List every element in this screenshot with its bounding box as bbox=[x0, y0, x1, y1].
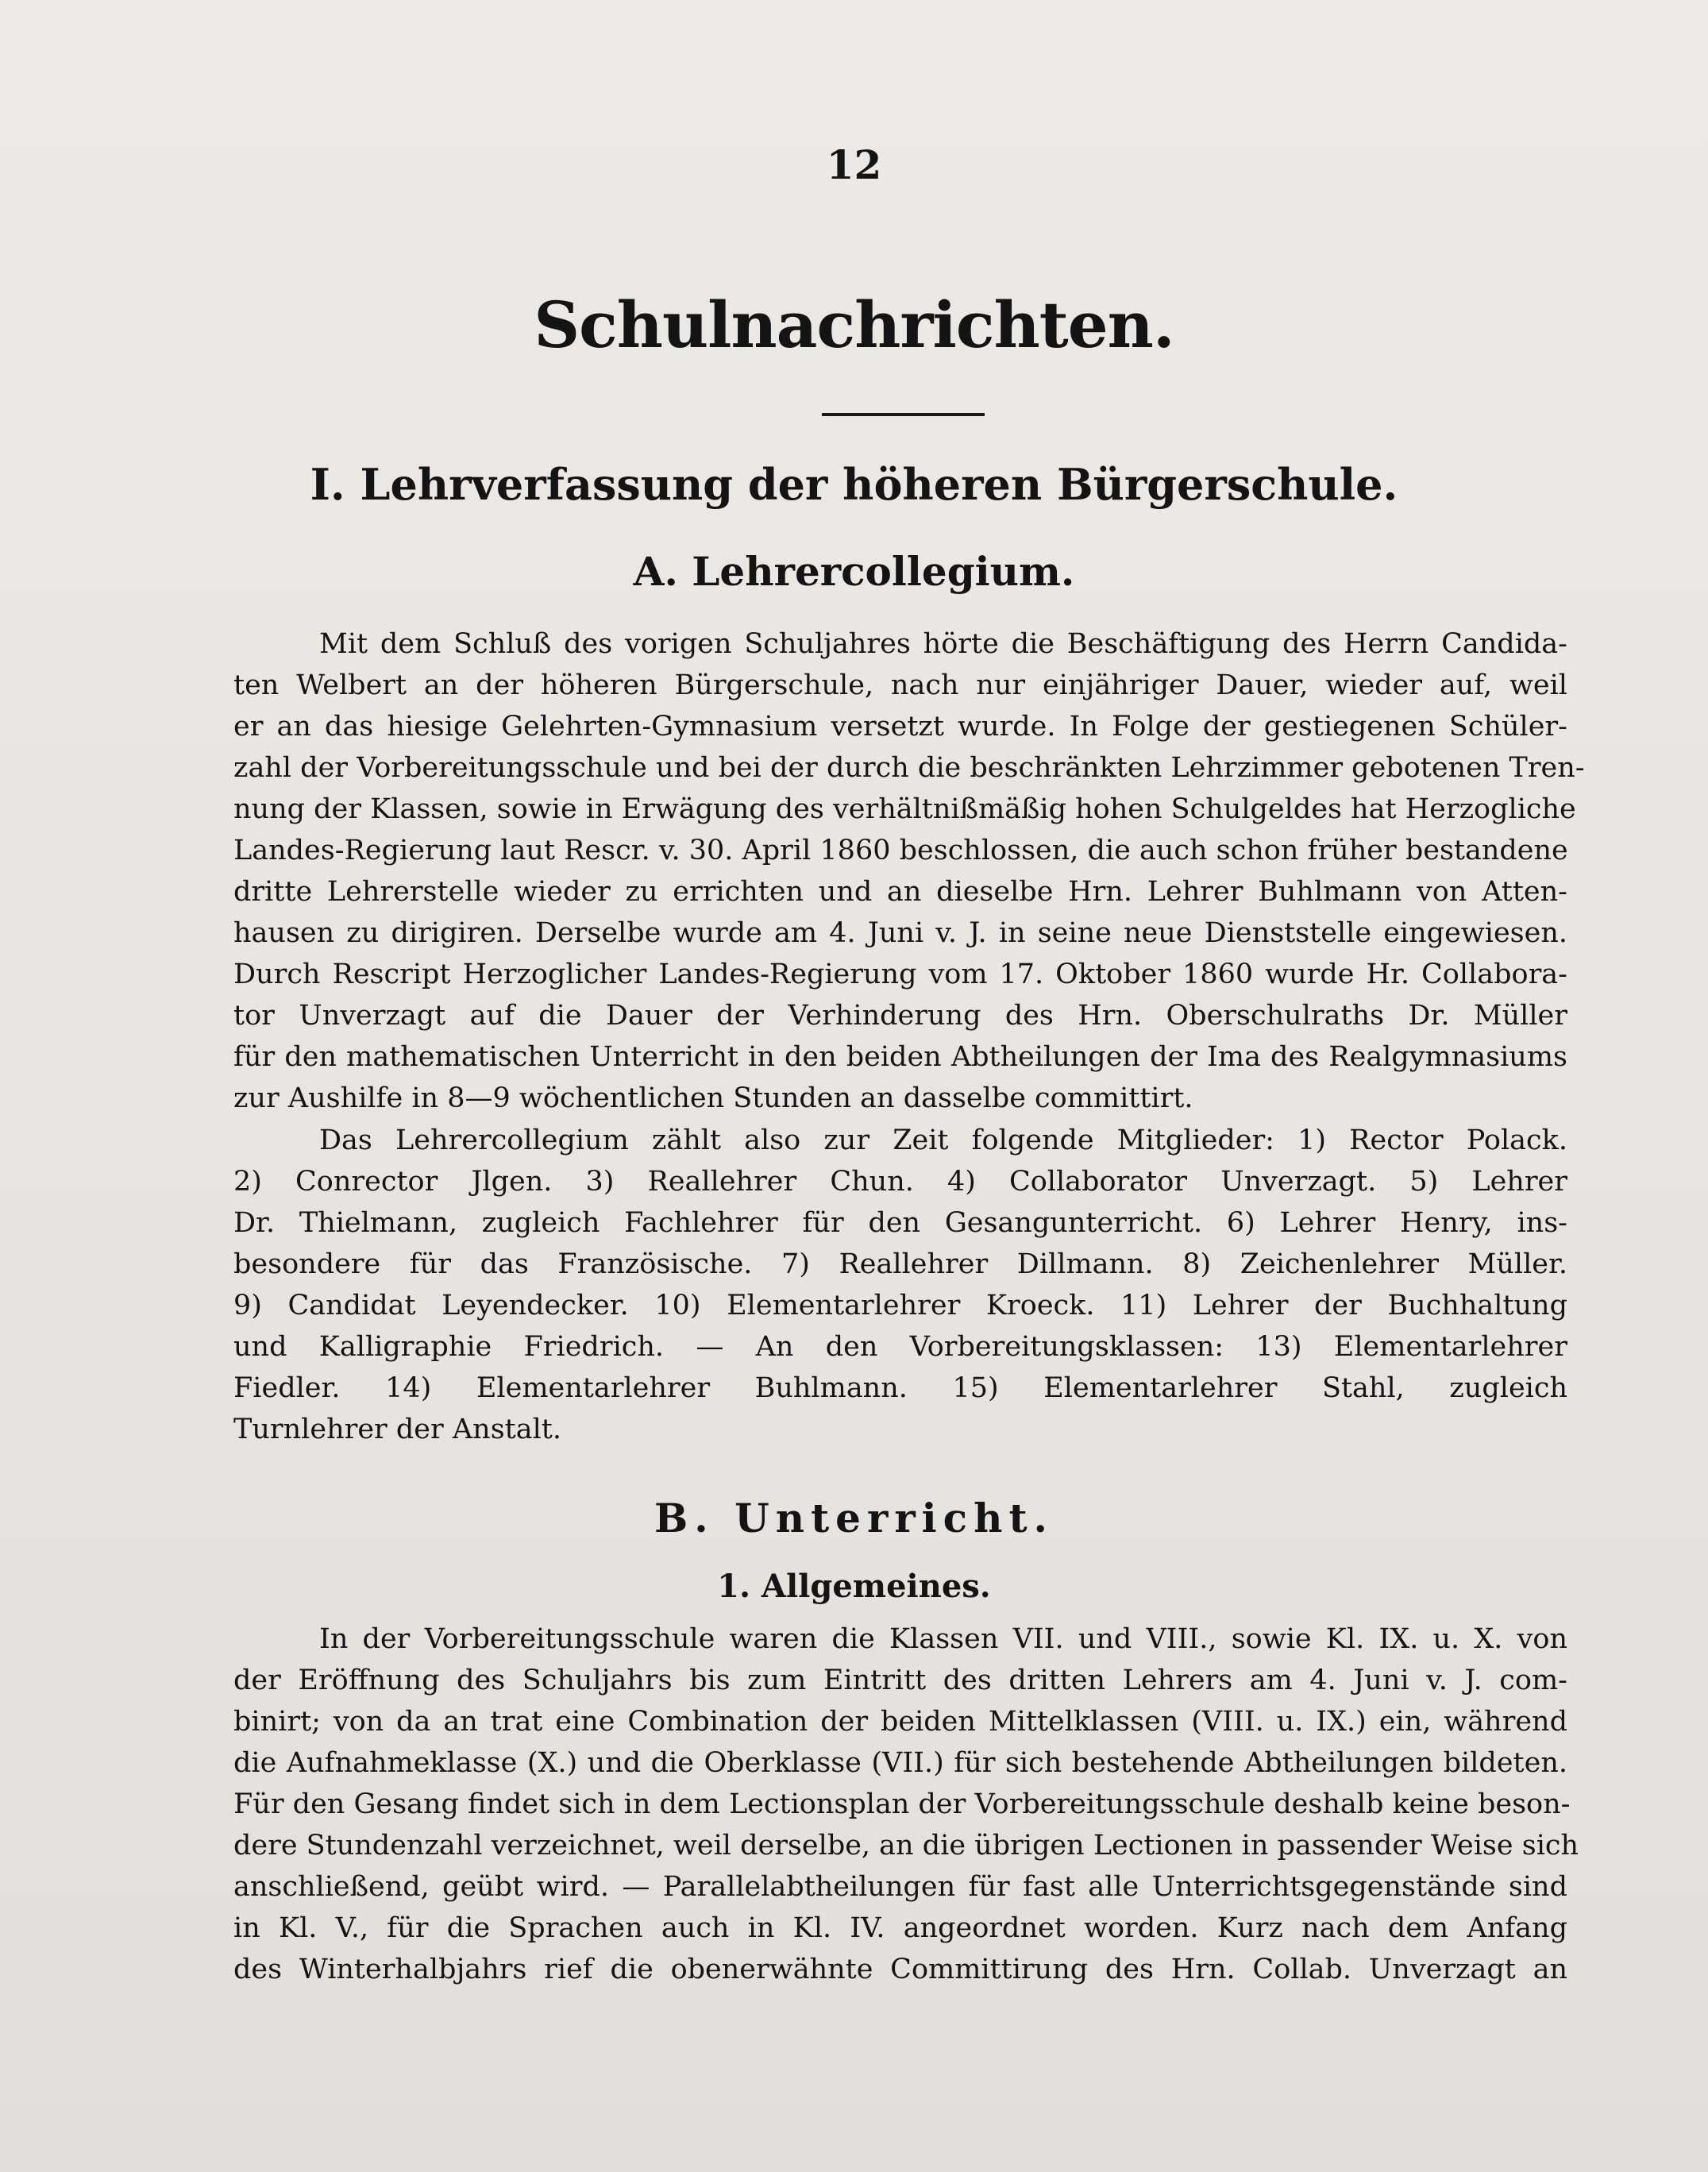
text-line: tor Unverzagt auf die Dauer der Verhinderung des Hrn. Oberschulraths Dr. Müller bbox=[233, 1000, 1567, 1032]
text-line: dere Stundenzahl verzeichnet, weil derselbe, an die übrigen Lectionen in passender Weise sich bbox=[233, 1830, 1579, 1861]
text-line: Turnlehrer der Anstalt. bbox=[233, 1414, 561, 1445]
text-line: für den mathematischen Unterricht in den beiden Abtheilungen der Ima des Realgymnasiums bbox=[233, 1041, 1567, 1073]
page-title: Schulnachrichten. bbox=[534, 287, 1174, 362]
text-line: der Eröffnung des Schuljahrs bis zum Eintritt des dritten Lehrers am 4. Juni v. J. com- bbox=[233, 1665, 1567, 1696]
text-line: 2) Conrector Jlgen. 3) Reallehrer Chun. 4) Collaborator Unverzagt. 5) Lehrer bbox=[233, 1166, 1567, 1198]
title-divider bbox=[822, 413, 985, 416]
text-line: Dr. Thielmann, zugleich Fachlehrer für den Gesangunterricht. 6) Lehrer Henry, ins- bbox=[233, 1207, 1567, 1239]
text-line: Für den Gesang findet sich in dem Lectionsplan der Vorbereitungsschule deshalb keine beson- bbox=[233, 1788, 1571, 1820]
text-line: binirt; von da an trat eine Combination der beiden Mittelklassen (VIII. u. IX.) ein, während bbox=[233, 1706, 1567, 1738]
text-line: 9) Candidat Leyendecker. 10) Elementarlehrer Kroeck. 11) Lehrer der Buchhaltung bbox=[233, 1290, 1567, 1321]
text-line: Durch Rescript Herzoglicher Landes-Regierung vom 17. Oktober 1860 wurde Hr. Collabora- bbox=[233, 959, 1567, 990]
page-number: 12 bbox=[826, 141, 882, 188]
text-line: Mit dem Schluß des vorigen Schuljahres hörte die Beschäftigung des Herrn Candida- bbox=[319, 628, 1567, 660]
paragraph-lehrercollegium-1 bbox=[233, 623, 1585, 1119]
subsection-a-heading: A. Lehrercollegium. bbox=[633, 548, 1075, 595]
text-line: er an das hiesige Gelehrten-Gymnasium versetzt wurde. In Folge der gestiegenen Schüler- bbox=[233, 711, 1567, 743]
text-line: in Kl. V., für die Sprachen auch in Kl. IV. angeordnet worden. Kurz nach dem Anfang bbox=[233, 1912, 1567, 1944]
paragraph-allgemeines bbox=[233, 1618, 1579, 1990]
text-line: zur Aushilfe in 8—9 wöchentlichen Stunden an dasselbe committirt. bbox=[233, 1082, 1193, 1114]
text-line: Fiedler. 14) Elementarlehrer Buhlmann. 15) Elementarlehrer Stahl, zugleich bbox=[233, 1372, 1567, 1404]
text-line: und Kalligraphie Friedrich. — An den Vorbereitungsklassen: 13) Elementarlehrer bbox=[233, 1331, 1567, 1363]
text-line: anschließend, geübt wird. — Parallelabtheilungen für fast alle Unterrichtsgegenstände sind bbox=[233, 1871, 1567, 1903]
text-line: die Aufnahmeklasse (X.) und die Oberklasse (VII.) für sich bestehende Abtheilungen bildeten. bbox=[233, 1747, 1567, 1779]
text-line: dritte Lehrerstelle wieder zu errichten und an dieselbe Hrn. Lehrer Buhlmann von Atten- bbox=[233, 876, 1567, 908]
text-line: Landes-Regierung laut Rescr. v. 30. April 1860 beschlossen, die auch schon früher bestandene bbox=[233, 835, 1568, 866]
text-line: Das Lehrercollegium zählt also zur Zeit folgende Mitglieder: 1) Rector Polack. bbox=[319, 1125, 1567, 1156]
text-line: In der Vorbereitungsschule waren die Klassen VII. und VIII., sowie Kl. IX. u. X. von bbox=[319, 1623, 1567, 1655]
section-heading: I. Lehrverfassung der höheren Bürgerschule. bbox=[310, 459, 1398, 510]
text-line: ten Welbert an der höheren Bürgerschule, nach nur einjähriger Dauer, wieder auf, weil bbox=[233, 669, 1567, 701]
paragraph-lehrercollegium-2 bbox=[233, 1120, 1567, 1450]
text-line: zahl der Vorbereitungsschule und bei der durch die beschränkten Lehrzimmer gebotenen Tren- bbox=[233, 752, 1585, 784]
text-line: nung der Klassen, sowie in Erwägung des verhältnißmäßig hohen Schulgeldes hat Herzogliche bbox=[233, 793, 1576, 825]
text-line: hausen zu dirigiren. Derselbe wurde am 4. Juni v. J. in seine neue Dienststelle eingewiesen. bbox=[233, 917, 1567, 949]
subsection-b-heading: B. Unterricht. bbox=[654, 1495, 1054, 1541]
text-line: des Winterhalbjahrs rief die obenerwähnte Committirung des Hrn. Collab. Unverzagt an bbox=[233, 1954, 1567, 1985]
subsection-b1-heading: 1. Allgemeines. bbox=[717, 1568, 991, 1605]
text-line: besondere für das Französische. 7) Reallehrer Dillmann. 8) Zeichenlehrer Müller. bbox=[233, 1248, 1567, 1280]
